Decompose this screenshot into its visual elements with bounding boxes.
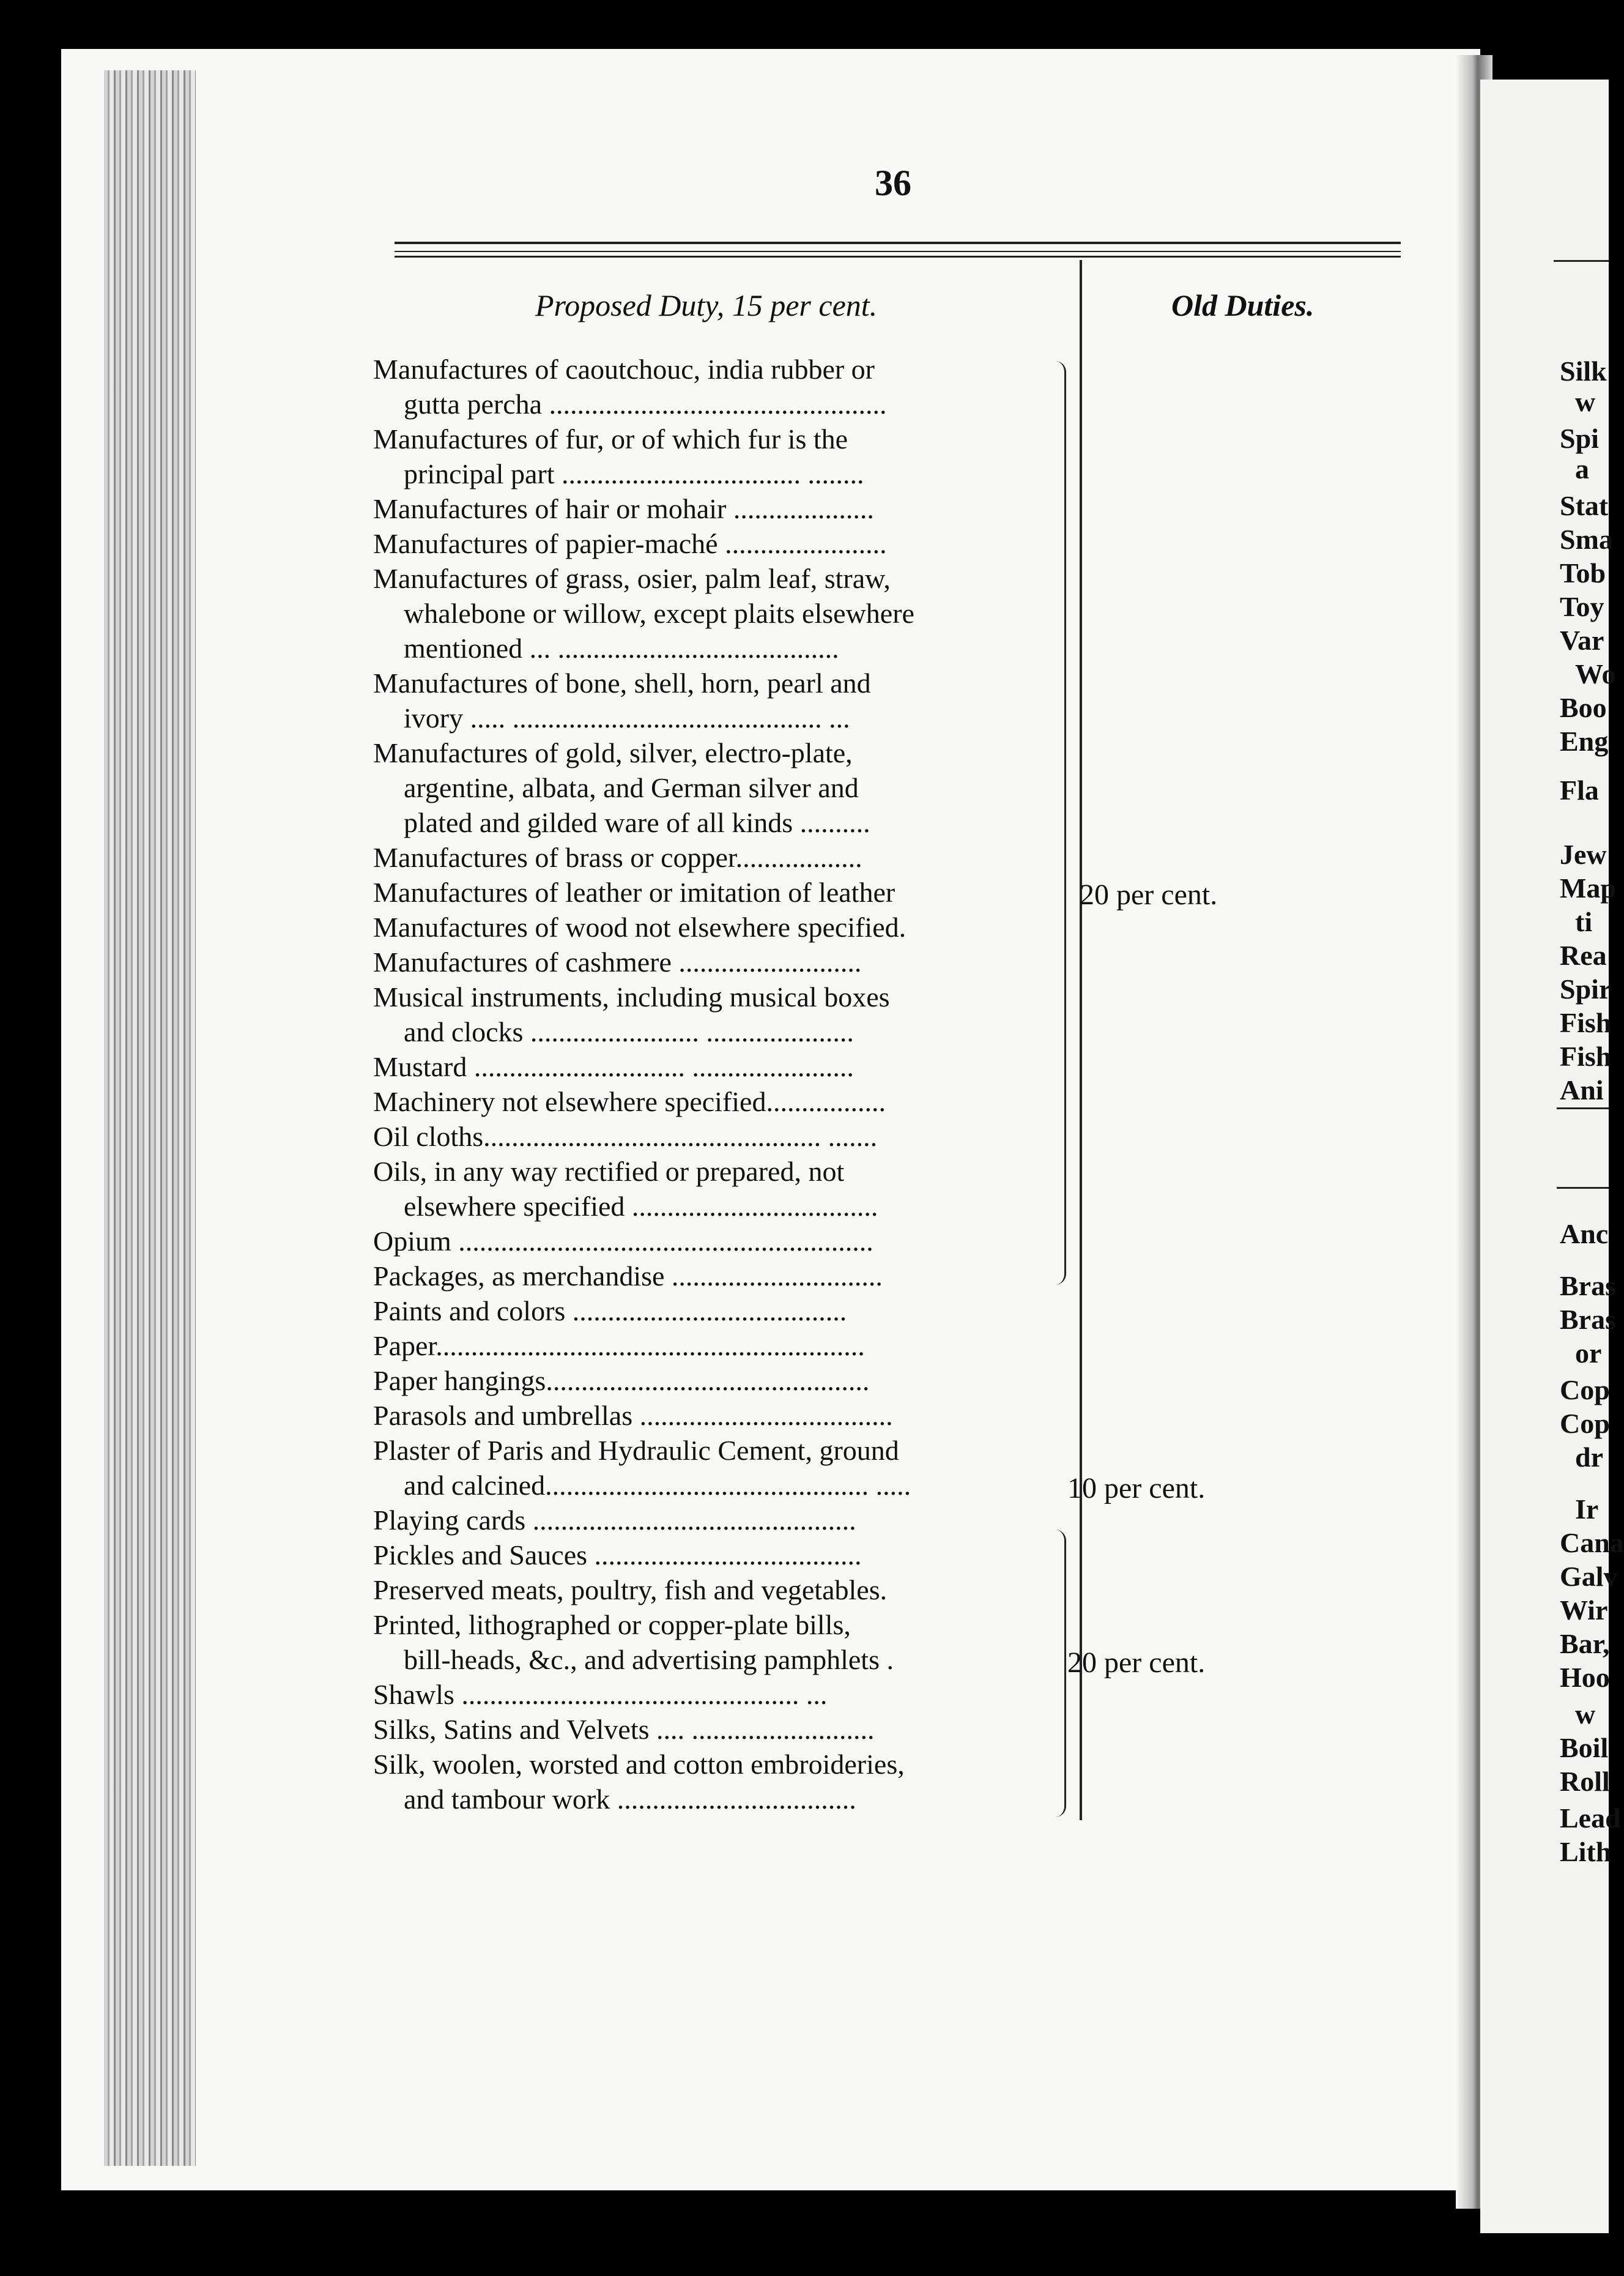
facing-page-fragment: Ani — [1560, 1074, 1604, 1106]
facing-page-fragment: Lead — [1560, 1802, 1621, 1834]
facing-page-fragment: Sma — [1560, 524, 1613, 555]
old-duty-20-second: 20 per cent. — [1067, 1646, 1206, 1679]
duty-item-text: Manufactures of papier-maché ....................... — [373, 528, 887, 559]
page-edge-stack — [104, 70, 196, 2166]
facing-page-fragment: Map — [1560, 872, 1616, 904]
duty-item-text: Manufactures of wood not elsewhere specified. — [373, 912, 907, 943]
duty-item-text: Manufactures of fur, or of which fur is the — [373, 423, 848, 455]
facing-page-fragment: Bras — [1560, 1270, 1616, 1301]
duty-item — [373, 1259, 1052, 1293]
facing-page-fragment: Ir — [1575, 1493, 1599, 1525]
duty-item-continuation: bill-heads, &c., and advertising pamphlets . — [404, 1644, 894, 1675]
facing-page-fragment: ti — [1575, 906, 1593, 937]
duty-item — [373, 1572, 1052, 1607]
facing-page-fragment: a — [1575, 453, 1589, 485]
facing-page-fragment: dr — [1575, 1441, 1603, 1473]
facing-page-fragment: Fla — [1560, 775, 1599, 806]
facing-page-fragment: Cop — [1560, 1408, 1610, 1439]
duty-item-text: Shawls ................................................ ... — [373, 1679, 828, 1710]
duty-item — [373, 875, 1052, 910]
duty-item — [373, 1154, 1052, 1224]
duty-item — [373, 1293, 1052, 1328]
duty-item-text: Opium ........................................................... — [373, 1225, 873, 1257]
facing-page-fragment: Lith — [1560, 1836, 1612, 1867]
facing-page-fragment: Silk — [1560, 355, 1607, 387]
duty-item-text: Oil cloths................................................ ....... — [373, 1121, 878, 1152]
top-rule-lower — [395, 256, 1401, 258]
duty-item-continuation: gutta percha ................................................ — [404, 389, 887, 420]
facing-page-fragment: Toy — [1560, 591, 1604, 622]
duty-item-continuation: and calcined.............................................. ..... — [404, 1470, 911, 1501]
duty-item-text: Mustard .............................. ....................... — [373, 1051, 854, 1082]
facing-page-fragment: Boil — [1560, 1732, 1609, 1763]
facing-page-fragment: Roll — [1560, 1766, 1610, 1797]
duty-item — [373, 735, 1052, 840]
duty-item-text: Paints and colors ....................................... — [373, 1295, 847, 1326]
facing-page-fragment: Wir — [1560, 1594, 1608, 1626]
duty-item-text: Musical instruments, including musical boxes — [373, 981, 890, 1013]
duty-item-continuation: argentine, albata, and German silver and — [404, 772, 859, 803]
page-number: 36 — [875, 163, 911, 203]
duty-item — [373, 1328, 1052, 1363]
duty-item — [373, 980, 1052, 1049]
duty-item — [373, 1538, 1052, 1572]
duty-item-text: Silk, woolen, worsted and cotton embroideries, — [373, 1749, 905, 1780]
duty-item-text: Parasols and umbrellas .................................... — [373, 1400, 893, 1431]
duty-item-continuation: and tambour work .................................. — [404, 1783, 856, 1815]
duty-item-text: Paper hangings.............................................. — [373, 1365, 870, 1396]
facing-page-fragment: Bras — [1560, 1304, 1616, 1335]
duty-item-text: Manufactures of leather or imitation of leather — [373, 877, 895, 908]
duty-item-text: Manufactures of grass, osier, palm leaf, straw, — [373, 563, 891, 594]
duty-item — [373, 1119, 1052, 1154]
duty-item — [373, 1677, 1052, 1712]
duty-item — [373, 491, 1052, 526]
duty-item-text: Machinery not elsewhere specified................. — [373, 1086, 886, 1117]
facing-page-fragment: Cop — [1560, 1374, 1610, 1405]
duty-item — [373, 1363, 1052, 1398]
facing-page-fragment: Wo — [1575, 658, 1616, 690]
duty-item — [373, 1433, 1052, 1503]
top-rule-inner — [395, 251, 1401, 252]
facing-page-fragment: Bar, — [1560, 1628, 1610, 1659]
duty-item — [373, 840, 1052, 875]
facing-page-fragment: Boo — [1560, 692, 1607, 723]
facing-page-fragment: Fish — [1560, 1041, 1612, 1072]
duty-item-text: Manufactures of caoutchouc, india rubber or — [373, 354, 875, 385]
duty-item-text: Preserved meats, poultry, fish and vegetables. — [373, 1574, 888, 1605]
duty-item-text: Packages, as merchandise .............................. — [373, 1260, 883, 1292]
facing-lower-rule — [1557, 1187, 1609, 1189]
duty-item-text: Silks, Satins and Velvets .... .......................... — [373, 1714, 875, 1745]
facing-page-fragment: Hoo — [1560, 1662, 1610, 1693]
column-divider — [1080, 260, 1082, 1820]
duty-item-continuation: and clocks ........................ ..................... — [404, 1016, 854, 1047]
facing-page-fragment: Tob — [1560, 557, 1606, 589]
top-rule — [395, 242, 1401, 244]
facing-page-fragment: Anc — [1560, 1218, 1609, 1249]
facing-page-fragment: Jew — [1560, 839, 1607, 870]
duty-item — [373, 526, 1052, 561]
duty-item — [373, 1084, 1052, 1119]
duty-item — [373, 1049, 1052, 1084]
duty-item — [373, 1224, 1052, 1259]
brace-group-1 — [1052, 361, 1066, 1285]
facing-page-fragment: Spir — [1560, 973, 1612, 1005]
facing-top-rule — [1554, 260, 1609, 262]
duty-item-text: Pickles and Sauces ...................................... — [373, 1539, 862, 1571]
facing-page-fragment: Fish — [1560, 1007, 1612, 1038]
facing-page-fragment: Eng — [1560, 726, 1609, 757]
facing-page-fragment: Rea — [1560, 940, 1607, 971]
facing-page-fragment: Cana — [1560, 1527, 1624, 1558]
duty-item-continuation: whalebone or willow, except plaits elsewhere — [404, 598, 914, 629]
facing-page-fragment: w — [1575, 1698, 1596, 1730]
old-duty-20-first: 20 per cent. — [1080, 879, 1218, 911]
duty-item — [373, 1712, 1052, 1747]
duty-item-continuation: ivory ..... ............................................ ... — [404, 702, 850, 734]
duty-item-continuation: principal part .................................. ........ — [404, 458, 864, 489]
old-duty-10: 10 per cent. — [1067, 1472, 1206, 1504]
duty-item — [373, 1398, 1052, 1433]
duty-item-text: Paper............................................................. — [373, 1330, 865, 1361]
duty-item — [373, 910, 1052, 945]
duty-item-text: Printed, lithographed or copper-plate bills, — [373, 1609, 851, 1640]
duty-item — [373, 1747, 1052, 1817]
facing-page-fragment: or — [1575, 1337, 1602, 1369]
duty-item-continuation: plated and gilded ware of all kinds .......... — [404, 807, 870, 838]
facing-page-fragment: Galv — [1560, 1561, 1618, 1592]
duty-item-text: Plaster of Paris and Hydraulic Cement, ground — [373, 1435, 899, 1466]
brace-group-3 — [1052, 1530, 1066, 1817]
duty-item — [373, 1503, 1052, 1538]
facing-page-fragment: Spi — [1560, 423, 1599, 454]
duty-item — [373, 561, 1052, 666]
duty-item — [373, 1607, 1052, 1677]
proposed-duty-header: Proposed Duty, 15 per cent. — [535, 288, 878, 322]
duty-item-text: Playing cards .............................................. — [373, 1504, 856, 1536]
old-duties-header: Old Duties. — [1171, 288, 1314, 322]
facing-mid-rule — [1557, 1107, 1609, 1109]
facing-page-fragment: Stat — [1560, 490, 1609, 521]
duty-item-continuation: elsewhere specified ................................... — [404, 1191, 878, 1222]
duty-item-text: Manufactures of hair or mohair .................... — [373, 493, 874, 524]
duty-item-text: Manufactures of brass or copper.................. — [373, 842, 862, 873]
duty-item-text: Manufactures of bone, shell, horn, pearl and — [373, 668, 871, 699]
facing-page-fragment: Var — [1560, 625, 1604, 656]
duty-item-text: Manufactures of gold, silver, electro-plate, — [373, 737, 853, 768]
duty-item-continuation: mentioned ... ........................................ — [404, 633, 839, 664]
duty-item — [373, 422, 1052, 491]
duty-item-text: Oils, in any way rectified or prepared, not — [373, 1156, 845, 1187]
duty-item-list — [373, 352, 1052, 1817]
duty-item — [373, 666, 1052, 735]
duty-item — [373, 945, 1052, 980]
duty-item — [373, 352, 1052, 422]
duty-item-text: Manufactures of cashmere .......................... — [373, 946, 862, 978]
facing-page-fragment: w — [1575, 386, 1596, 417]
